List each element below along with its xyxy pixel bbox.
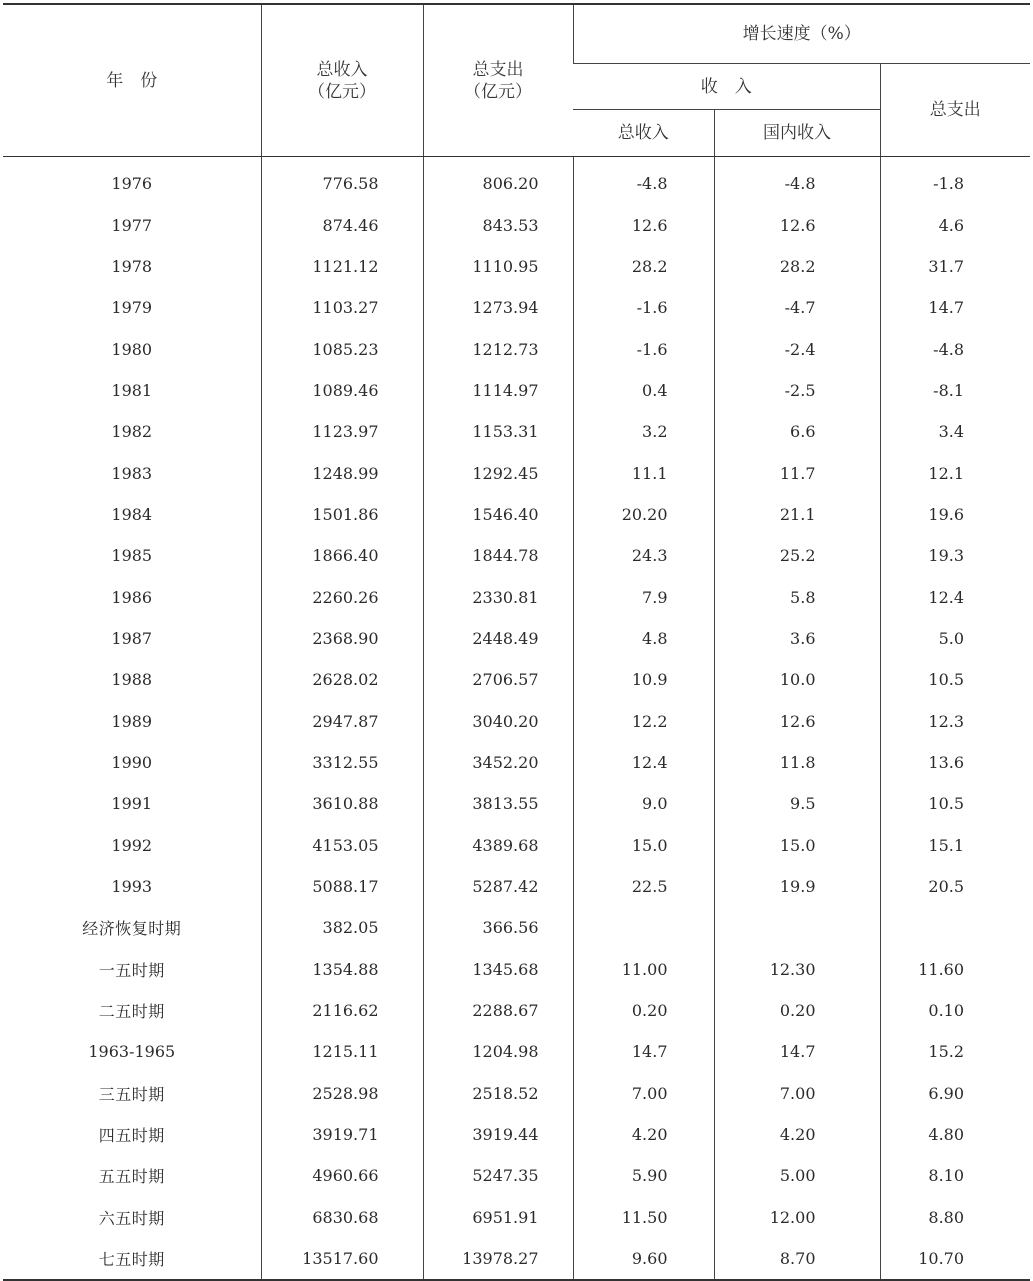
- table-row: [3, 825, 1030, 866]
- cell-total-expenditure: 843.53: [423, 204, 573, 245]
- table-row: [3, 618, 1030, 659]
- header-revenue-group: 收 入: [573, 64, 880, 110]
- cell-growth-domestic-revenue: 0.20: [714, 990, 880, 1031]
- cell-growth-total-expenditure: 10.5: [880, 659, 1030, 700]
- cell-growth-total-revenue: 4.8: [573, 618, 714, 659]
- cell-growth-total-revenue: 12.2: [573, 700, 714, 741]
- cell-total-expenditure: 13978.27: [423, 1238, 573, 1280]
- cell-total-revenue: 2260.26: [261, 576, 423, 617]
- cell-growth-domestic-revenue: 11.7: [714, 452, 880, 493]
- cell-total-expenditure: 5247.35: [423, 1155, 573, 1196]
- cell-growth-total-revenue: 5.90: [573, 1155, 714, 1196]
- cell-growth-domestic-revenue: 21.1: [714, 494, 880, 535]
- cell-growth-total-expenditure: 10.70: [880, 1238, 1030, 1280]
- cell-growth-total-expenditure: [880, 907, 1030, 948]
- cell-total-revenue: 2947.87: [261, 700, 423, 741]
- table-row: [3, 204, 1030, 245]
- cell-growth-total-expenditure: 0.10: [880, 990, 1030, 1031]
- cell-growth-total-revenue: 11.50: [573, 1197, 714, 1238]
- cell-growth-total-expenditure: 10.5: [880, 783, 1030, 824]
- cell-growth-total-expenditure: 12.3: [880, 700, 1030, 741]
- cell-growth-total-expenditure: 13.6: [880, 742, 1030, 783]
- cell-total-expenditure: 3040.20: [423, 700, 573, 741]
- cell-growth-total-expenditure: 6.90: [880, 1073, 1030, 1114]
- cell-growth-total-revenue: 3.2: [573, 411, 714, 452]
- cell-total-revenue: 382.05: [261, 907, 423, 948]
- cell-growth-domestic-revenue: 12.6: [714, 204, 880, 245]
- cell-total-revenue: 1085.23: [261, 328, 423, 369]
- cell-total-expenditure: 2288.67: [423, 990, 573, 1031]
- cell-total-revenue: 1248.99: [261, 452, 423, 493]
- cell-year: 1993: [111, 877, 153, 897]
- cell-total-expenditure: 1273.94: [423, 287, 573, 328]
- table-row: [3, 370, 1030, 411]
- cell-total-revenue: 1103.27: [261, 287, 423, 328]
- table-row: [3, 949, 1030, 990]
- cell-total-expenditure: 4389.68: [423, 825, 573, 866]
- cell-growth-domestic-revenue: -4.8: [714, 157, 880, 205]
- cell-growth-domestic-revenue: 10.0: [714, 659, 880, 700]
- cell-year: 1986: [111, 587, 153, 607]
- cell-year: 五五时期: [98, 1167, 165, 1187]
- table-row: [3, 1155, 1030, 1196]
- header-total-expenditure-label: 总支出: [472, 59, 524, 80]
- cell-total-expenditure: 1292.45: [423, 452, 573, 493]
- cell-growth-domestic-revenue: 9.5: [714, 783, 880, 824]
- cell-total-revenue: 4153.05: [261, 825, 423, 866]
- cell-growth-total-expenditure: 8.80: [880, 1197, 1030, 1238]
- cell-total-revenue: 1354.88: [261, 949, 423, 990]
- cell-growth-domestic-revenue: 28.2: [714, 246, 880, 287]
- cell-growth-domestic-revenue: 14.7: [714, 1031, 880, 1072]
- table-row: [3, 1073, 1030, 1114]
- cell-total-expenditure: 2706.57: [423, 659, 573, 700]
- cell-growth-total-revenue: 9.0: [573, 783, 714, 824]
- cell-growth-domestic-revenue: [714, 907, 880, 948]
- cell-total-revenue: 3919.71: [261, 1114, 423, 1155]
- table-row: [3, 494, 1030, 535]
- table-row: [3, 411, 1030, 452]
- cell-total-revenue: 1501.86: [261, 494, 423, 535]
- table-row: [3, 700, 1030, 741]
- cell-growth-total-revenue: -1.6: [573, 328, 714, 369]
- cell-year: 四五时期: [98, 1126, 165, 1146]
- table-row: [3, 1114, 1030, 1155]
- cell-growth-total-expenditure: -4.8: [880, 328, 1030, 369]
- cell-total-expenditure: 3813.55: [423, 783, 573, 824]
- header-total-expenditure: [423, 4, 573, 157]
- cell-growth-total-revenue: 4.20: [573, 1114, 714, 1155]
- cell-total-revenue: 2628.02: [261, 659, 423, 700]
- table-row: [3, 576, 1030, 617]
- table-row: [3, 452, 1030, 493]
- cell-total-revenue: 13517.60: [261, 1238, 423, 1280]
- cell-total-revenue: 2368.90: [261, 618, 423, 659]
- cell-growth-total-expenditure: 4.80: [880, 1114, 1030, 1155]
- cell-total-expenditure: 366.56: [423, 907, 573, 948]
- cell-year: 1984: [111, 504, 153, 524]
- cell-growth-total-expenditure: 3.4: [880, 411, 1030, 452]
- header-growth-total-expenditure: 总支出: [880, 64, 1030, 157]
- cell-total-expenditure: 1546.40: [423, 494, 573, 535]
- header-growth-domestic-revenue: 国内收入: [714, 110, 880, 157]
- cell-growth-domestic-revenue: 5.00: [714, 1155, 880, 1196]
- cell-growth-total-revenue: 0.4: [573, 370, 714, 411]
- cell-year: 1979: [111, 298, 153, 318]
- cell-growth-total-revenue: 7.00: [573, 1073, 714, 1114]
- cell-growth-total-revenue: 0.20: [573, 990, 714, 1031]
- cell-growth-total-expenditure: -8.1: [880, 370, 1030, 411]
- cell-total-revenue: 1121.12: [261, 246, 423, 287]
- table-row: [3, 287, 1030, 328]
- table-row: [3, 246, 1030, 287]
- cell-total-revenue: 2116.62: [261, 990, 423, 1031]
- cell-growth-total-expenditure: 5.0: [880, 618, 1030, 659]
- cell-growth-domestic-revenue: 15.0: [714, 825, 880, 866]
- cell-growth-domestic-revenue: -4.7: [714, 287, 880, 328]
- cell-total-expenditure: 2330.81: [423, 576, 573, 617]
- cell-growth-total-expenditure: 15.1: [880, 825, 1030, 866]
- cell-growth-total-revenue: 15.0: [573, 825, 714, 866]
- document-page: [3, 3, 1030, 1273]
- cell-growth-total-expenditure: 12.1: [880, 452, 1030, 493]
- table-row: [3, 535, 1030, 576]
- cell-year: 1978: [111, 256, 153, 276]
- table-row: [3, 659, 1030, 700]
- cell-growth-total-revenue: -1.6: [573, 287, 714, 328]
- cell-growth-total-expenditure: 19.3: [880, 535, 1030, 576]
- cell-total-expenditure: 1212.73: [423, 328, 573, 369]
- cell-total-expenditure: 2448.49: [423, 618, 573, 659]
- header-growth-rate: 增长速度（%）: [573, 4, 1030, 64]
- table-row: [3, 907, 1030, 948]
- cell-total-expenditure: 2518.52: [423, 1073, 573, 1114]
- cell-growth-domestic-revenue: 19.9: [714, 866, 880, 907]
- cell-total-revenue: 4960.66: [261, 1155, 423, 1196]
- header-total-revenue-unit: （亿元）: [308, 81, 376, 102]
- cell-growth-domestic-revenue: 3.6: [714, 618, 880, 659]
- cell-total-expenditure: 806.20: [423, 157, 573, 205]
- header-year: 年 份: [3, 4, 261, 157]
- cell-total-revenue: 3610.88: [261, 783, 423, 824]
- cell-year: 1990: [111, 752, 153, 772]
- table-row: [3, 157, 1030, 205]
- cell-growth-total-revenue: 14.7: [573, 1031, 714, 1072]
- cell-total-expenditure: 3919.44: [423, 1114, 573, 1155]
- cell-growth-domestic-revenue: 4.20: [714, 1114, 880, 1155]
- cell-total-expenditure: 1204.98: [423, 1031, 573, 1072]
- cell-growth-domestic-revenue: -2.5: [714, 370, 880, 411]
- cell-growth-total-revenue: 11.1: [573, 452, 714, 493]
- cell-year: 1987: [111, 628, 153, 648]
- table-body: [3, 157, 1030, 1281]
- cell-year: 经济恢复时期: [82, 919, 182, 939]
- cell-year: 1977: [111, 215, 153, 235]
- table-row: [3, 783, 1030, 824]
- cell-growth-total-expenditure: 15.2: [880, 1031, 1030, 1072]
- cell-growth-total-revenue: 22.5: [573, 866, 714, 907]
- cell-total-revenue: 874.46: [261, 204, 423, 245]
- cell-total-revenue: 1089.46: [261, 370, 423, 411]
- header-growth-total-revenue: 总收入: [573, 110, 714, 157]
- cell-total-expenditure: 1110.95: [423, 246, 573, 287]
- cell-growth-domestic-revenue: 12.00: [714, 1197, 880, 1238]
- table-header: [3, 4, 1030, 157]
- cell-growth-total-revenue: -4.8: [573, 157, 714, 205]
- cell-year: 三五时期: [98, 1084, 165, 1104]
- table-row: [3, 328, 1030, 369]
- cell-year: 1982: [111, 422, 153, 442]
- cell-growth-domestic-revenue: -2.4: [714, 328, 880, 369]
- cell-growth-domestic-revenue: 25.2: [714, 535, 880, 576]
- cell-total-revenue: 1866.40: [261, 535, 423, 576]
- cell-total-expenditure: 5287.42: [423, 866, 573, 907]
- cell-year: 1992: [111, 835, 153, 855]
- cell-total-expenditure: 1153.31: [423, 411, 573, 452]
- cell-year: 1976: [111, 174, 153, 194]
- cell-total-revenue: 1123.97: [261, 411, 423, 452]
- fiscal-statistics-table: [3, 3, 1030, 1281]
- cell-growth-total-expenditure: 14.7: [880, 287, 1030, 328]
- cell-growth-domestic-revenue: 12.30: [714, 949, 880, 990]
- cell-year: 1988: [111, 670, 153, 690]
- table-row: [3, 1031, 1030, 1072]
- cell-growth-domestic-revenue: 7.00: [714, 1073, 880, 1114]
- cell-total-expenditure: 6951.91: [423, 1197, 573, 1238]
- cell-total-expenditure: 3452.20: [423, 742, 573, 783]
- cell-growth-total-expenditure: 19.6: [880, 494, 1030, 535]
- cell-year: 1963-1965: [88, 1042, 176, 1062]
- cell-total-revenue: 1215.11: [261, 1031, 423, 1072]
- cell-growth-total-expenditure: 8.10: [880, 1155, 1030, 1196]
- cell-total-revenue: 5088.17: [261, 866, 423, 907]
- cell-year: 七五时期: [98, 1250, 165, 1270]
- cell-year: 六五时期: [98, 1208, 165, 1228]
- cell-total-revenue: 3312.55: [261, 742, 423, 783]
- cell-growth-total-expenditure: 12.4: [880, 576, 1030, 617]
- cell-growth-domestic-revenue: 5.8: [714, 576, 880, 617]
- cell-growth-total-revenue: 12.4: [573, 742, 714, 783]
- cell-growth-total-expenditure: 11.60: [880, 949, 1030, 990]
- cell-growth-domestic-revenue: 12.6: [714, 700, 880, 741]
- cell-year: 二五时期: [98, 1002, 165, 1022]
- cell-total-expenditure: 1844.78: [423, 535, 573, 576]
- cell-growth-total-expenditure: 31.7: [880, 246, 1030, 287]
- table-row: [3, 866, 1030, 907]
- cell-growth-total-revenue: [573, 907, 714, 948]
- cell-growth-total-revenue: 28.2: [573, 246, 714, 287]
- cell-growth-domestic-revenue: 11.8: [714, 742, 880, 783]
- cell-growth-total-revenue: 11.00: [573, 949, 714, 990]
- cell-total-expenditure: 1114.97: [423, 370, 573, 411]
- header-total-revenue-label: 总收入: [316, 59, 368, 80]
- cell-growth-total-revenue: 10.9: [573, 659, 714, 700]
- cell-growth-total-expenditure: 20.5: [880, 866, 1030, 907]
- table-row: [3, 1238, 1030, 1280]
- cell-growth-total-revenue: 9.60: [573, 1238, 714, 1280]
- cell-year: 1985: [111, 546, 153, 566]
- cell-year: 1980: [111, 339, 153, 359]
- cell-growth-total-revenue: 12.6: [573, 204, 714, 245]
- cell-growth-domestic-revenue: 8.70: [714, 1238, 880, 1280]
- cell-year: 一五时期: [98, 960, 165, 980]
- cell-total-revenue: 6830.68: [261, 1197, 423, 1238]
- cell-year: 1981: [111, 380, 153, 400]
- header-total-expenditure-unit: （亿元）: [464, 81, 532, 102]
- cell-growth-total-revenue: 24.3: [573, 535, 714, 576]
- table-row: [3, 990, 1030, 1031]
- table-row: [3, 1197, 1030, 1238]
- cell-growth-domestic-revenue: 6.6: [714, 411, 880, 452]
- cell-year: 1983: [111, 463, 153, 483]
- cell-total-revenue: 2528.98: [261, 1073, 423, 1114]
- cell-year: 1991: [111, 794, 153, 814]
- cell-growth-total-revenue: 7.9: [573, 576, 714, 617]
- cell-growth-total-revenue: 20.20: [573, 494, 714, 535]
- cell-growth-total-expenditure: -1.8: [880, 157, 1030, 205]
- cell-total-revenue: 776.58: [261, 157, 423, 205]
- cell-total-expenditure: 1345.68: [423, 949, 573, 990]
- cell-year: 1989: [111, 711, 153, 731]
- table-row: [3, 742, 1030, 783]
- cell-growth-total-expenditure: 4.6: [880, 204, 1030, 245]
- header-total-revenue: [261, 4, 423, 157]
